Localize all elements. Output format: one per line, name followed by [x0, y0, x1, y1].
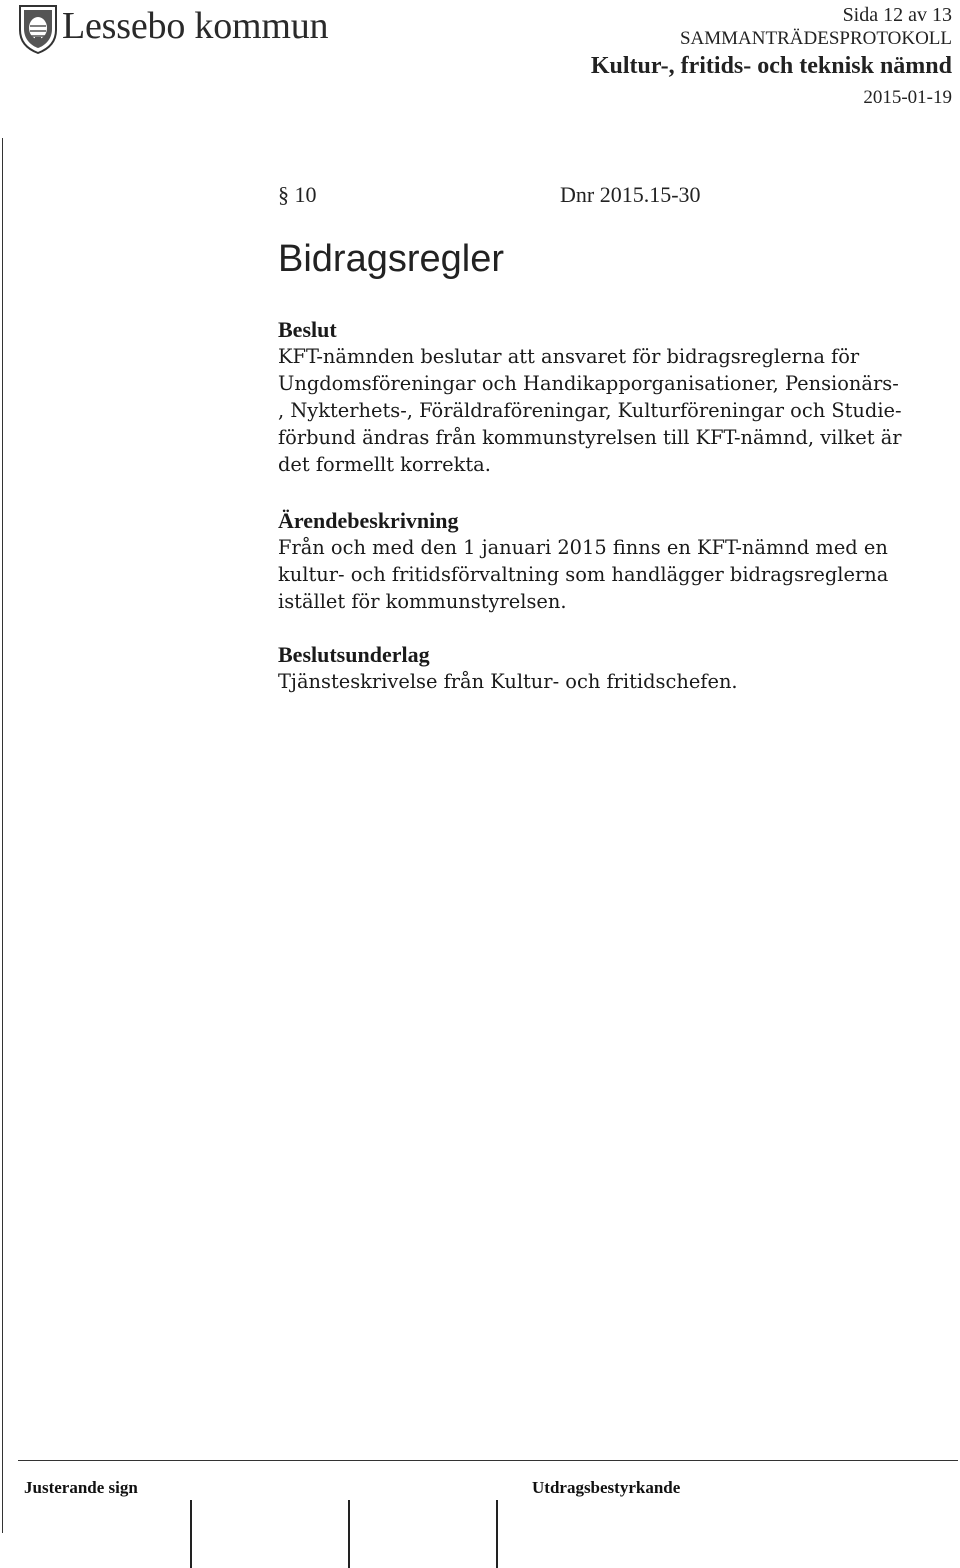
- page-info: Sida 12 av 13: [842, 4, 952, 26]
- signature-box-divider: [190, 1500, 192, 1568]
- logo-text: Lessebo kommun: [62, 5, 329, 47]
- section-beslut: [278, 316, 960, 478]
- coat-of-arms-icon: [18, 4, 62, 54]
- meeting-date: 2015-01-19: [863, 87, 952, 108]
- section-text: KFT-nämnden beslutar att ansvaret för bidragsreglerna för Ungdomsföreningar och Handikapporganisationer, Pensionärs- , Nykterhets-, Föräldraföreningar, Kulturföreningar och Studie- förbund ändras från kommunstyrelsen till KFT-nämnd, vilket är det formellt korrekta.: [278, 345, 902, 476]
- footer-utdrag-label: Utdragsbestyrkande: [532, 1478, 681, 1497]
- section-heading: Ärendebeskrivning: [278, 508, 459, 533]
- section-arendebeskrivning: [278, 507, 960, 615]
- committee-name: Kultur-, fritids- och teknisk nämnd: [590, 53, 952, 79]
- page-title: Bidragsregler: [278, 238, 504, 280]
- footer-divider: [18, 1460, 958, 1461]
- margin-line: [2, 138, 3, 1533]
- paragraph-number: § 10: [278, 182, 317, 207]
- signature-box-divider: [496, 1500, 498, 1568]
- footer-justerande-label: Justerande sign: [24, 1478, 138, 1497]
- section-heading: Beslutsunderlag: [278, 642, 430, 667]
- logo: [18, 4, 62, 54]
- section-text: Tjänsteskrivelse från Kultur- och fritidschefen.: [278, 670, 738, 693]
- section-heading: Beslut: [278, 317, 337, 342]
- section-text: Från och med den 1 januari 2015 finns en KFT-nämnd med en kultur- och fritidsförvaltning som handlägger bidragsreglerna istället för kommunstyrelsen.: [278, 536, 889, 613]
- signature-box-divider: [348, 1500, 350, 1568]
- section-beslutsunderlag: [278, 641, 960, 695]
- diary-number: Dnr 2015.15-30: [560, 182, 701, 207]
- protocol-title: SAMMANTRÄDESPROTOKOLL: [679, 28, 952, 49]
